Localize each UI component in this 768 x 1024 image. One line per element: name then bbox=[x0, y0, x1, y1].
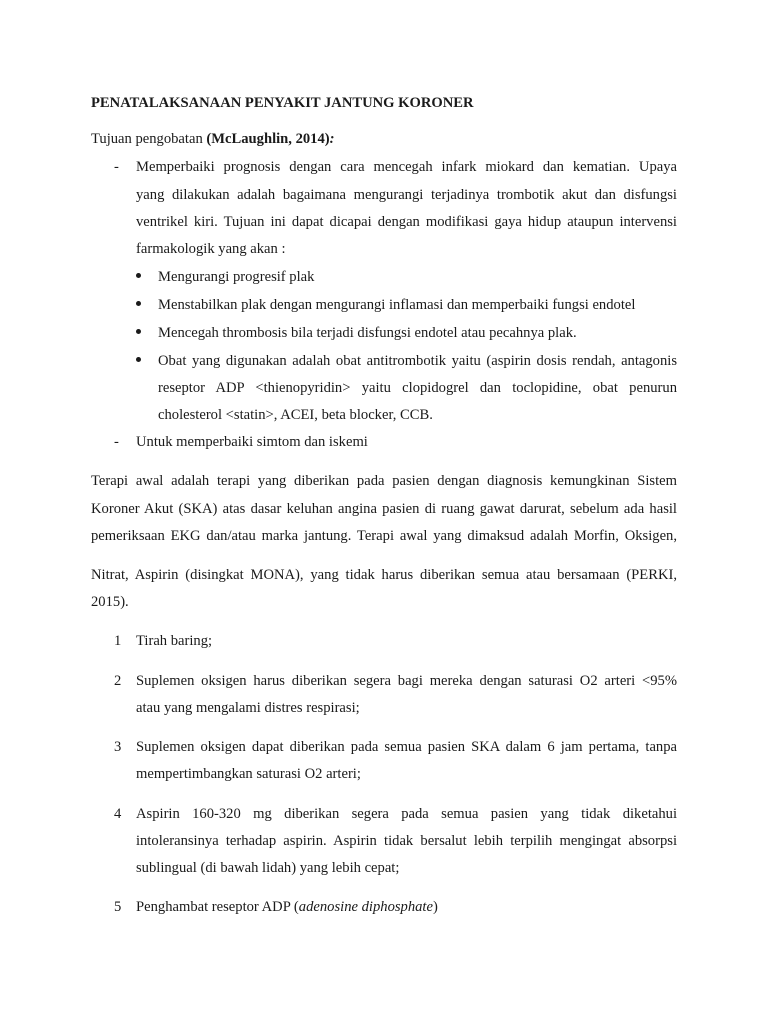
numbered-item: Suplemen oksigen harus diberikan segera bagi mereka dengan saturasi O2 arteri <95% bbox=[136, 673, 677, 689]
bullet-dot-icon bbox=[136, 301, 141, 306]
goal-colon: : bbox=[329, 131, 335, 147]
dash-marker: - bbox=[114, 159, 119, 175]
dash-item-line: Untuk memperbaiki simtom dan iskemi bbox=[136, 434, 368, 450]
numbered-item: Aspirin 160-320 mg diberikan segera pada semua pasien yang tidak diketahui bbox=[136, 806, 677, 822]
numbered-item bbox=[136, 898, 438, 916]
list-number: 4 bbox=[114, 806, 122, 822]
numbered-item-suffix: ) bbox=[432, 899, 438, 915]
bullet-dot-icon bbox=[136, 357, 141, 362]
numbered-item-line: sublingual (di bawah lidah) yang lebih cepat; bbox=[136, 860, 400, 876]
dash-marker: - bbox=[114, 434, 119, 450]
goal-lead: Tujuan pengobatan bbox=[91, 131, 207, 147]
bullet-item: Menstabilkan plak dengan mengurangi inflamasi dan memperbaiki fungsi endotel bbox=[158, 297, 636, 313]
numbered-item-prefix: Penghambat reseptor ADP ( bbox=[136, 899, 299, 915]
paragraph-line: Nitrat, Aspirin (disingkat MONA), yang tidak harus diberikan semua atau bersamaan (PERKI, bbox=[91, 567, 677, 583]
goal-line bbox=[91, 130, 335, 148]
bullet-item: Obat yang digunakan adalah obat antitrombotik yaitu (aspirin dosis rendah, antagonis bbox=[158, 353, 677, 369]
paragraph-line: Koroner Akut (SKA) atas dasar keluhan angina pasien di ruang gawat darurat, sebelum ada hasil bbox=[91, 501, 677, 517]
list-number: 5 bbox=[114, 899, 122, 915]
document-title: PENATALAKSANAAN PENYAKIT JANTUNG KORONER bbox=[91, 95, 474, 111]
bullet-item-line: reseptor ADP <thienopyridin> yaitu clopidogrel dan toclopidine, obat penurun bbox=[158, 380, 677, 396]
numbered-item: Tirah baring; bbox=[136, 633, 213, 649]
list-number: 2 bbox=[114, 673, 122, 689]
bullet-item-line: cholesterol <statin>, ACEI, beta blocker, CCB. bbox=[158, 407, 433, 423]
bullet-dot-icon bbox=[136, 329, 141, 334]
dash-item-line: yang dilakukan adalah bagaimana mengurangi terjadinya trombotik akut dan disfungsi bbox=[136, 187, 677, 203]
dash-item-line: ventrikel kiri. Tujuan ini dapat dicapai dengan modifikasi gaya hidup ataupun intervensi bbox=[136, 214, 677, 230]
numbered-item-line: mempertimbangkan saturasi O2 arteri; bbox=[136, 766, 361, 782]
bullet-dot-icon bbox=[136, 273, 141, 278]
goal-citation: (McLaughlin, 2014) bbox=[206, 131, 330, 147]
bullet-item: Mencegah thrombosis bila terjadi disfungsi endotel atau pecahnya plak. bbox=[158, 325, 577, 341]
dash-item-line: farmakologik yang akan : bbox=[136, 241, 286, 257]
paragraph-line: Terapi awal adalah terapi yang diberikan pada pasien dengan diagnosis kemungkinan Sistem bbox=[91, 473, 677, 489]
list-number: 3 bbox=[114, 739, 122, 755]
numbered-item-line: atau yang mengalami distres respirasi; bbox=[136, 700, 360, 716]
numbered-item-italic: adenosine diphosphate bbox=[298, 899, 433, 915]
list-number: 1 bbox=[114, 633, 122, 649]
paragraph-line: pemeriksaan EKG dan/atau marka jantung. Terapi awal yang dimaksud adalah Morfin, Oksigen, bbox=[91, 528, 677, 544]
paragraph-line: 2015). bbox=[91, 594, 129, 610]
dash-item-line: Memperbaiki prognosis dengan cara mencegah infark miokard dan kematian. Upaya bbox=[136, 159, 677, 175]
numbered-item-line: intoleransinya terhadap aspirin. Aspirin tidak bersalut lebih terpilih mengingat absorpsi bbox=[136, 833, 677, 849]
bullet-item: Mengurangi progresif plak bbox=[158, 269, 315, 285]
numbered-item: Suplemen oksigen dapat diberikan pada semua pasien SKA dalam 6 jam pertama, tanpa bbox=[136, 739, 677, 755]
